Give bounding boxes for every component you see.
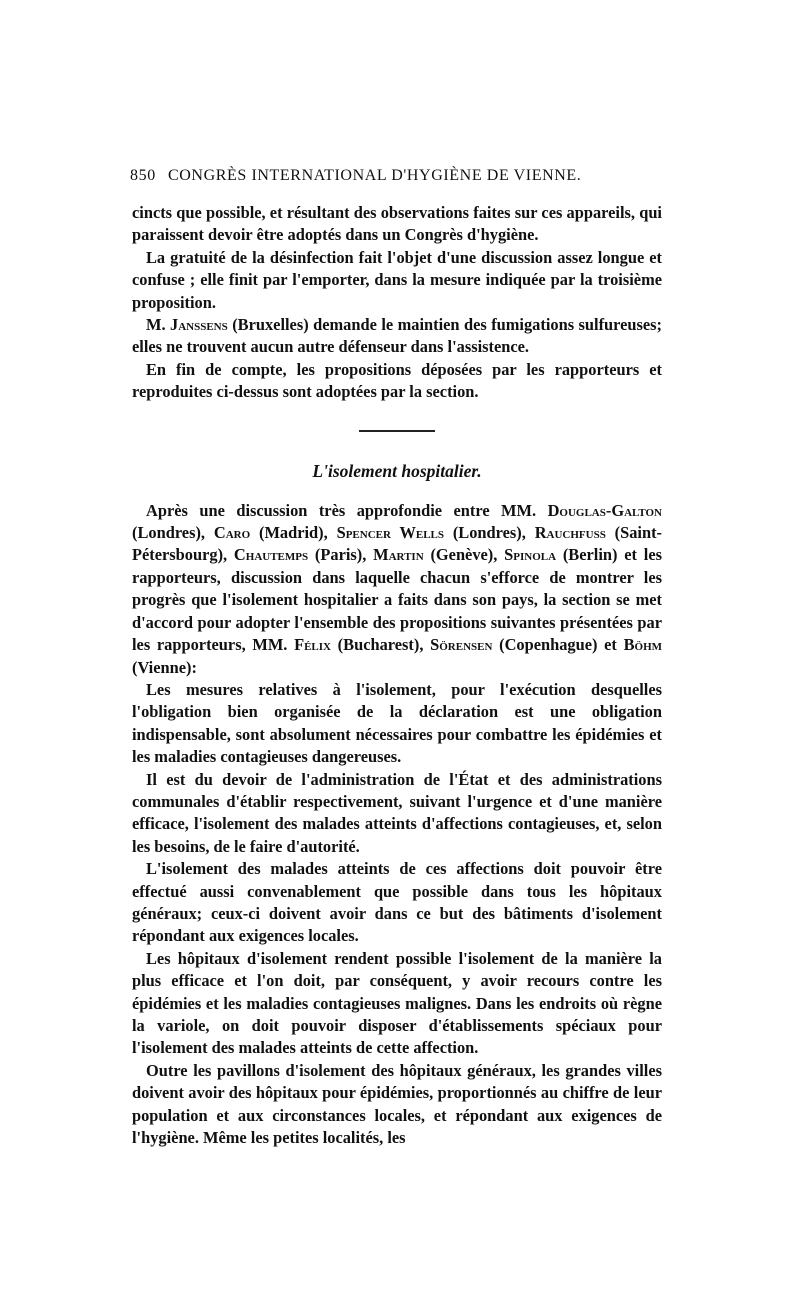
text-run: (Paris), bbox=[308, 545, 374, 565]
person-name: Douglas-Galton bbox=[547, 500, 662, 520]
person-name: Félix bbox=[294, 635, 331, 655]
paragraph-intro bbox=[132, 500, 662, 679]
running-title: CONGRÈS INTERNATIONAL D'HYGIÈNE DE VIENNE. bbox=[168, 167, 582, 184]
paragraph-janssens bbox=[132, 314, 662, 359]
paragraph-conclusion: En fin de compte, les propositions déposées par les rapporteurs et reproduites ci-dessus sont adoptées par la section. bbox=[132, 359, 662, 402]
text-run: (Madrid), bbox=[250, 523, 337, 543]
paragraph-continuation: cincts que possible, et résultant des observations faites sur ces appareils, qui paraissent devoir être adoptés dans un Congrès d'hygiène. bbox=[132, 203, 662, 245]
book-page bbox=[132, 166, 662, 1149]
person-name: Chautemps bbox=[233, 545, 309, 565]
section-title: L'isolement hospitalier. bbox=[312, 460, 482, 481]
text-run: Après une discussion très approfondie entre MM. bbox=[146, 500, 548, 520]
paragraph-hopitaux-isolement: Les hôpitaux d'isolement rendent possible l'isolement de la manière la plus efficace et l'on doit, par conséquent, y avoir recours contre les épidémies et les maladies contagieuses malignes. Dans les endroits où règne la variole, on doit pouvoir disposer d'établissements spéciaux pour l'isolement des malades atteints de cette affection. bbox=[132, 948, 662, 1058]
text-run: (Copenhague) et bbox=[492, 635, 624, 655]
text-run: (Saint-Pétersbourg), bbox=[132, 523, 663, 565]
paragraph-gratuite: La gratuité de la désinfection fait l'objet d'une discussion assez longue et confuse ; elle finit par l'emporter, dans la mesure indiquée par la troisième proposition. bbox=[132, 247, 662, 312]
section-divider bbox=[359, 430, 435, 432]
text-run: (Berlin) et les rapporteurs, discussion dans laquelle chacun s'efforce de montrer les progrès que l'isolement hospitalier a faits dans son pays, la section se met d'accord pour adopter l'ensemble des propositions suivantes présentées par les rapporteurs, MM. bbox=[132, 545, 662, 655]
person-name: Spencer Wells bbox=[336, 523, 444, 543]
paragraph-mesures: Les mesures relatives à l'isolement, pour l'exécution desquelles l'obligation bien organisée de la déclaration est une obligation indispensable, sont absolument nécessaires pour combattre les épidémies et les maladies contagieuses dangereuses. bbox=[132, 679, 662, 767]
text-run: (Genève), bbox=[423, 545, 505, 565]
person-name: Böhm bbox=[623, 635, 663, 655]
paragraph-text: (Bruxelles) demande le maintien des fumigations sulfureuses; elles ne trouvent aucun autre défenseur dans l'assistence. bbox=[132, 315, 662, 357]
paragraph-isolement-malades: L'isolement des malades atteints de ces affections doit pouvoir être effectué aussi convenablement que possible dans tous les hôpitaux généraux; ceux-ci doivent avoir dans ce but des bâtiments d'isolement répondant aux exigences locales. bbox=[132, 859, 662, 946]
running-header bbox=[130, 166, 662, 186]
person-name: Spinola bbox=[504, 545, 557, 565]
page-number: 850 bbox=[130, 167, 156, 184]
text-run: (Londres), bbox=[443, 523, 535, 543]
text-run: (Bucharest), bbox=[331, 635, 431, 655]
person-name: M. Janssens bbox=[146, 315, 228, 335]
text-run: (Londres), bbox=[132, 523, 214, 543]
text-run: (Vienne): bbox=[132, 657, 197, 677]
paragraph-devoir: Il est du devoir de l'administration de l'État et des administrations communales d'établir respectivement, suivant l'urgence et d'une manière efficace, l'isolement des malades atteints d'affections contagieuses, et, selon les besoins, de le faire d'autorité. bbox=[132, 769, 662, 856]
person-name: Caro bbox=[213, 523, 251, 543]
person-name: Rauchfuss bbox=[534, 523, 606, 543]
person-name: Sörensen bbox=[430, 635, 493, 655]
person-name: Martin bbox=[373, 545, 424, 565]
paragraph-pavillons: Outre les pavillons d'isolement des hôpitaux généraux, les grandes villes doivent avoir des hôpitaux pour épidémies, proportionnés au chiffre de leur population et aux circonstances locales, et répondant aux exigences de l'hygiène. Même les petites localités, les bbox=[132, 1060, 662, 1148]
